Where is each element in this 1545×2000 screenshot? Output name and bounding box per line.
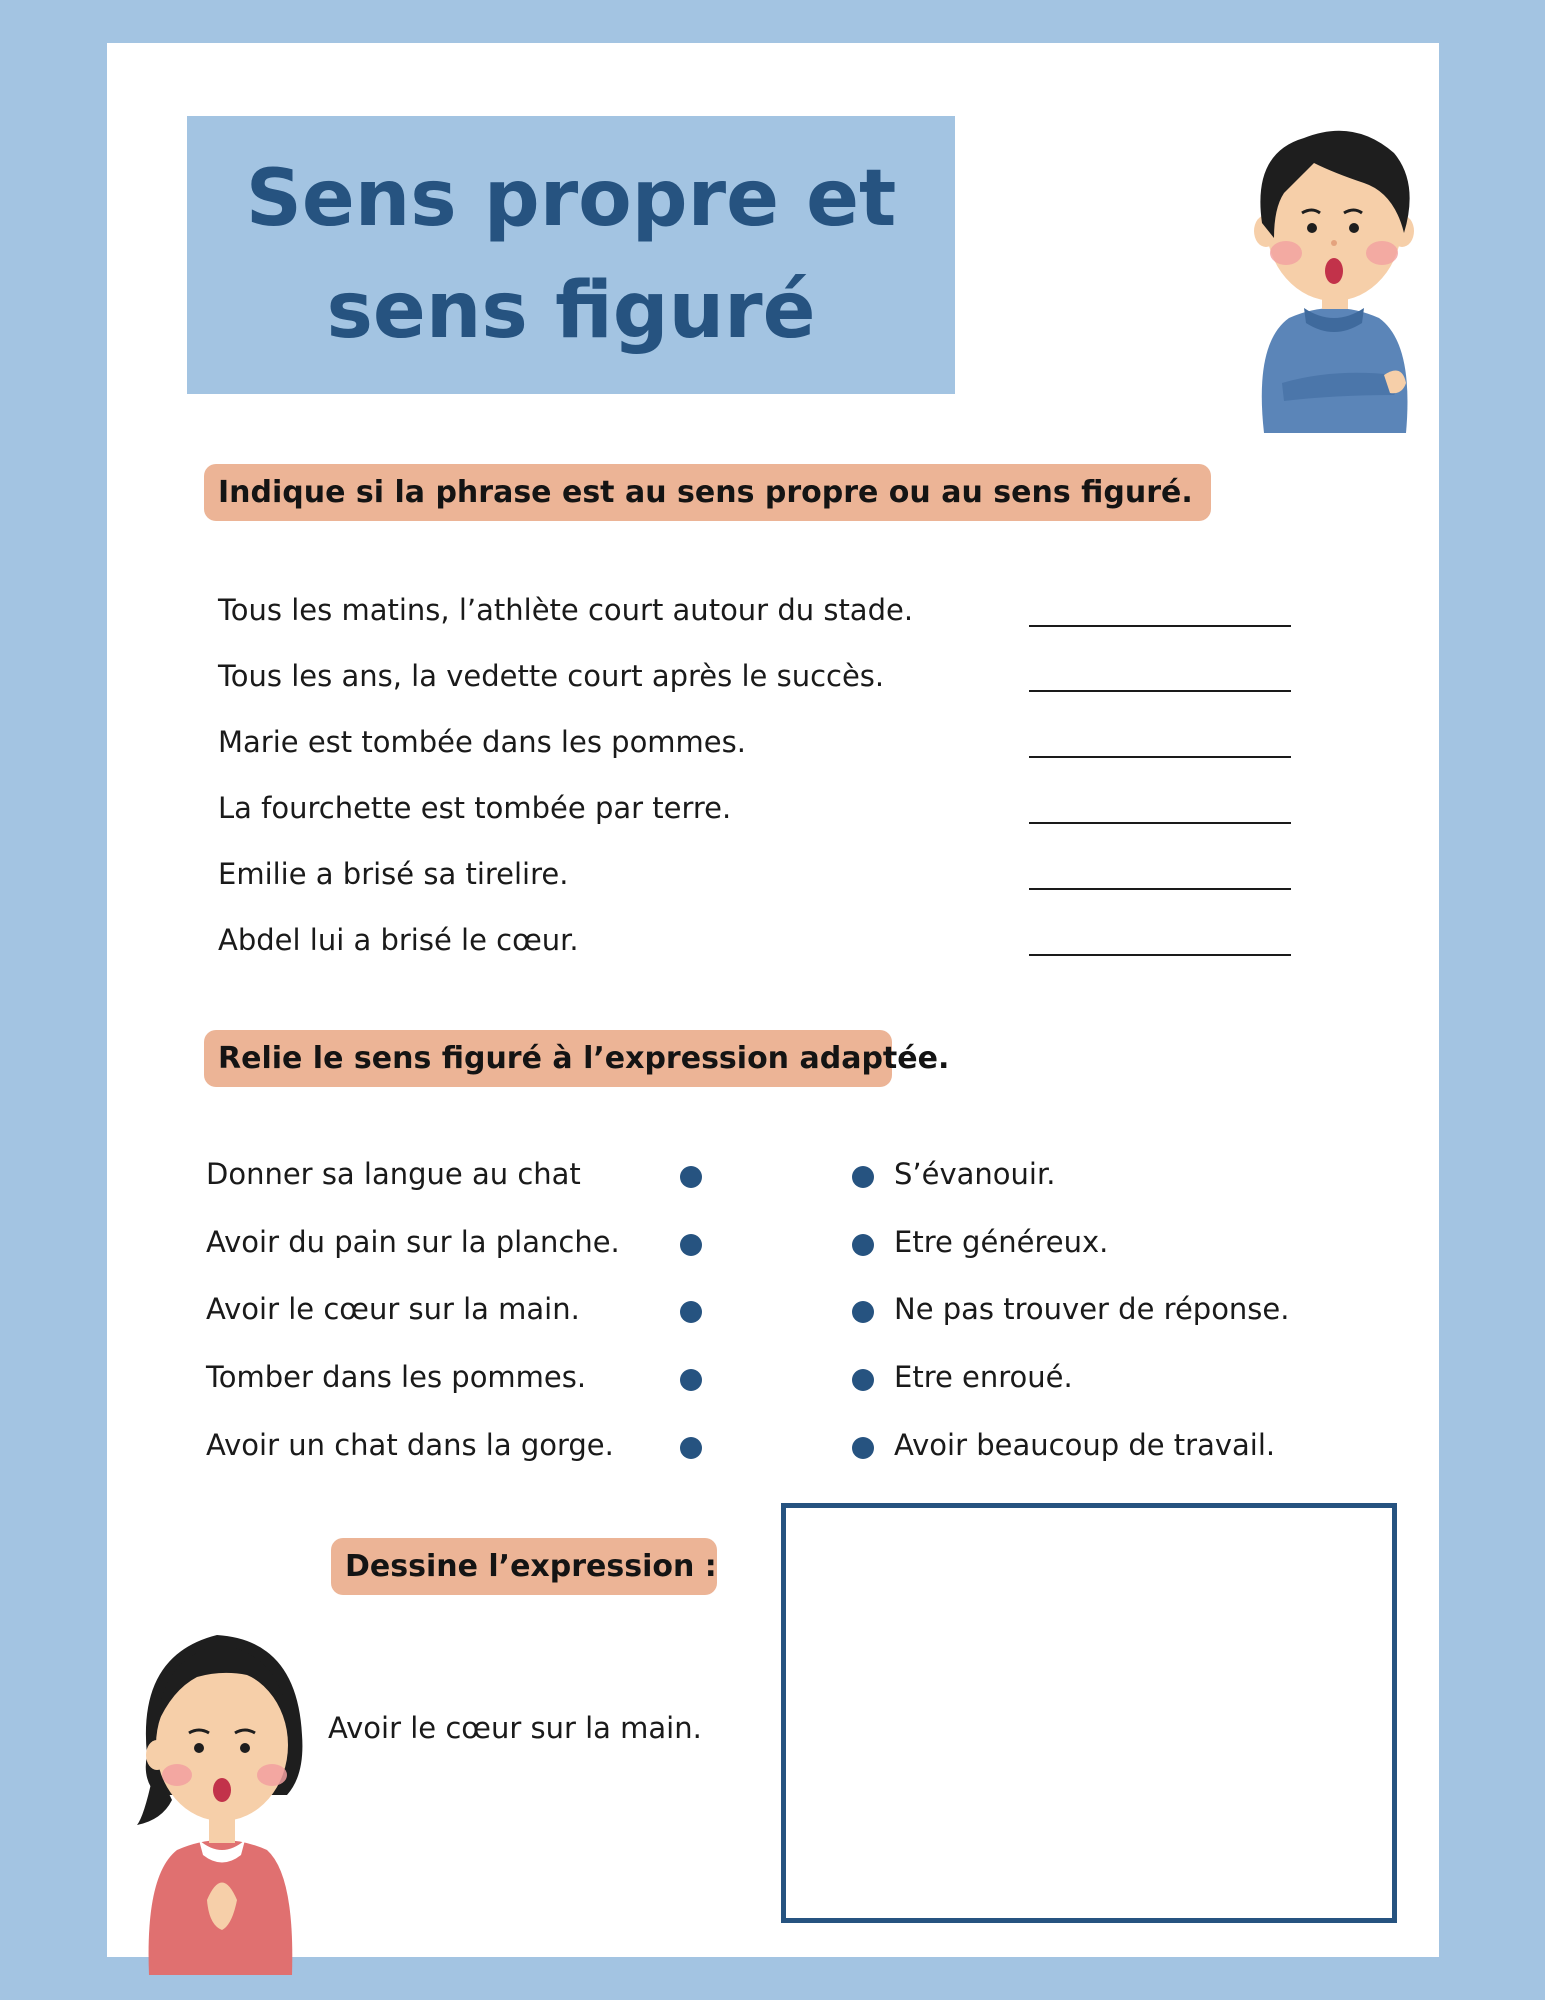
boy-illustration-icon — [1244, 113, 1424, 433]
section2-heading — [204, 1030, 950, 1087]
expression-left-2: Avoir du pain sur la planche. — [206, 1225, 620, 1259]
answer-line-5[interactable] — [1029, 888, 1291, 890]
connector-dot-left-3[interactable] — [680, 1301, 702, 1323]
sentence-6: Abdel lui a brisé le cœur. — [218, 923, 579, 957]
answer-line-2[interactable] — [1029, 690, 1291, 692]
connector-dot-right-2[interactable] — [852, 1234, 874, 1256]
sentence-5: Emilie a brisé sa tirelire. — [218, 857, 569, 891]
drawing-area[interactable] — [781, 1503, 1397, 1923]
connector-dot-left-4[interactable] — [680, 1369, 702, 1391]
answer-line-4[interactable] — [1029, 822, 1291, 824]
meaning-right-5: Avoir beaucoup de travail. — [894, 1428, 1276, 1462]
title-banner — [187, 116, 955, 394]
answer-line-1[interactable] — [1029, 625, 1291, 627]
connector-dot-right-3[interactable] — [852, 1301, 874, 1323]
section1-heading-text: Indique si la phrase est au sens propre ou au sens figuré. — [218, 475, 1193, 510]
girl-illustration-icon — [137, 1615, 307, 1975]
section2-heading-text: Relie le sens figuré à l’expression adaptée. — [218, 1041, 950, 1076]
answer-line-3[interactable] — [1029, 756, 1291, 758]
connector-dot-left-1[interactable] — [680, 1166, 702, 1188]
connector-dot-left-5[interactable] — [680, 1437, 702, 1459]
sentence-2: Tous les ans, la vedette court après le succès. — [218, 659, 885, 693]
title-line-2: sens figuré — [326, 266, 816, 356]
connector-dot-right-5[interactable] — [852, 1437, 874, 1459]
connector-dot-right-4[interactable] — [852, 1369, 874, 1391]
expression-left-1: Donner sa langue au chat — [206, 1157, 581, 1191]
sentence-4: La fourchette est tombée par terre. — [218, 791, 732, 825]
meaning-right-2: Etre généreux. — [894, 1225, 1109, 1259]
meaning-right-1: S’évanouir. — [894, 1157, 1056, 1191]
connector-dot-left-2[interactable] — [680, 1234, 702, 1256]
section1-heading — [204, 464, 1211, 521]
section3-heading — [331, 1538, 717, 1595]
meaning-right-4: Etre enroué. — [894, 1360, 1073, 1394]
section3-heading-text: Dessine l’expression : — [345, 1549, 717, 1584]
expression-left-3: Avoir le cœur sur la main. — [206, 1292, 580, 1326]
meaning-right-3: Ne pas trouver de réponse. — [894, 1292, 1290, 1326]
answer-line-6[interactable] — [1029, 954, 1291, 956]
title-line-1: Sens propre et — [245, 154, 897, 244]
drawing-prompt: Avoir le cœur sur la main. — [328, 1711, 702, 1745]
expression-left-5: Avoir un chat dans la gorge. — [206, 1428, 614, 1462]
sentence-1: Tous les matins, l’athlète court autour du stade. — [218, 593, 914, 627]
expression-left-4: Tomber dans les pommes. — [206, 1360, 587, 1394]
sentence-3: Marie est tombée dans les pommes. — [218, 725, 746, 759]
connector-dot-right-1[interactable] — [852, 1166, 874, 1188]
worksheet-page — [107, 43, 1439, 1957]
